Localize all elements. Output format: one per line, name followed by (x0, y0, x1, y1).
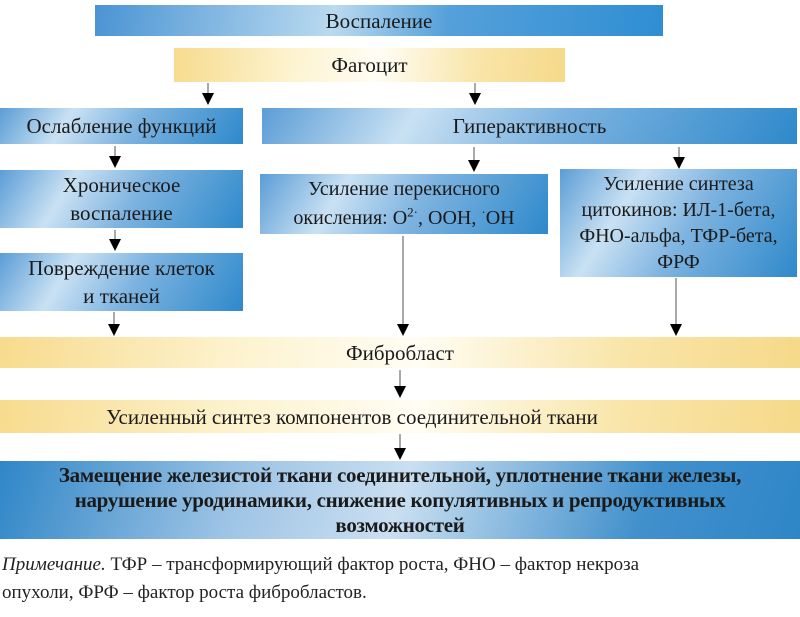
arrow-head-icon (109, 239, 121, 251)
node-chronic-line1: Хроническое (62, 173, 181, 197)
arrow-chronic-to-damage (109, 230, 121, 251)
arrow-hyperactivity-to-peroxide (468, 147, 480, 172)
node-replacement-line2: нарушение уродинамики, снижение копулятивных и репродуктивных (74, 487, 726, 512)
node-weakening (0, 108, 243, 144)
node-replacement-line3: возможностей (335, 512, 465, 537)
node-phagocyte-label: Фагоцит (331, 53, 408, 77)
node-cytokines-line3: ФНО-альфа, ТФР-бета, (579, 225, 778, 247)
arrow-hyperactivity-to-cytokines (673, 147, 685, 169)
node-cytokines-line4: ФРФ (657, 251, 700, 273)
arrow-head-icon (394, 386, 406, 398)
arrow-stem (114, 146, 116, 156)
peroxide-text: , ООН, (418, 207, 482, 229)
node-cytokines-line2: цитокинов: ИЛ-1-бета, (581, 199, 776, 221)
arrow-stem (113, 312, 115, 324)
arrow-stem (402, 236, 404, 324)
node-connective-synthesis (0, 400, 800, 433)
node-damage-line1: Повреждение клеток (28, 256, 215, 280)
node-synthesis-label: Усиленный синтез компонентов соединительной ткани (106, 404, 598, 429)
arrow-phagocyte-to-weakening (202, 83, 214, 105)
node-cell-damage (0, 253, 243, 311)
arrow-weakening-to-chronic (109, 146, 121, 168)
arrow-head-icon (109, 156, 121, 168)
node-weakening-label: Ослабление функций (26, 114, 217, 138)
arrow-stem (399, 434, 401, 448)
arrow-stem (114, 230, 116, 239)
arrow-head-icon (468, 160, 480, 172)
arrow-stem (399, 370, 401, 386)
node-peroxide-oxidation (260, 174, 548, 234)
arrow-head-icon (202, 93, 214, 105)
peroxide-radical-dot: · (481, 204, 486, 220)
arrow-stem (678, 147, 680, 157)
footnote-line1 (2, 551, 742, 579)
peroxide-superscript: 2· (407, 204, 419, 220)
node-inflammation-label: Воспаление (325, 8, 433, 33)
node-phagocyte (174, 48, 565, 82)
node-replacement-line1: Замещение железистой ткани соединительной, уплотнение ткани железы, (58, 462, 742, 487)
arrow-stem (207, 83, 209, 93)
node-hyperactivity (262, 108, 797, 144)
node-chronic-line2: воспаление (70, 201, 173, 225)
arrow-fibroblast-to-synthesis (394, 370, 406, 398)
peroxide-text: окисления: О (293, 207, 408, 229)
node-hyperactivity-label: Гиперактивность (452, 114, 607, 138)
arrow-head-icon (108, 324, 120, 336)
arrow-stem (473, 147, 475, 160)
arrow-stem (474, 83, 476, 93)
arrow-head-icon (469, 93, 481, 105)
arrow-head-icon (670, 324, 682, 336)
node-peroxide-line2 (293, 204, 514, 233)
peroxide-text: ОН (485, 207, 515, 229)
footnote-label: Примечание. (2, 554, 106, 575)
arrow-cytokines-to-fibroblast (670, 278, 682, 336)
node-inflammation (95, 5, 663, 36)
arrow-damage-to-fibroblast (108, 312, 120, 336)
footnote-line1-text: ТФР – трансформирующий фактор роста, ФНО – фактор некроза (105, 554, 640, 575)
node-peroxide-line1: Усиление перекисного (308, 178, 500, 200)
footnote (2, 551, 742, 607)
node-tissue-replacement (0, 461, 800, 539)
arrow-phagocyte-to-hyperactivity (469, 83, 481, 105)
arrow-synthesis-to-replacement (394, 434, 406, 460)
arrow-head-icon (397, 324, 409, 336)
arrow-stem (675, 278, 677, 324)
node-fibroblast-label: Фибробласт (346, 340, 454, 365)
arrow-head-icon (673, 157, 685, 169)
arrow-peroxide-to-fibroblast (397, 236, 409, 336)
arrow-head-icon (394, 448, 406, 460)
node-cytokines-line1: Усиление синтеза (603, 173, 754, 195)
node-chronic-inflammation (0, 170, 243, 228)
node-fibroblast (0, 337, 800, 368)
node-damage-line2: и тканей (83, 284, 160, 308)
node-cytokine-synthesis (560, 169, 797, 277)
footnote-line2: опухоли, ФРФ – фактор роста фибробластов. (2, 582, 367, 603)
